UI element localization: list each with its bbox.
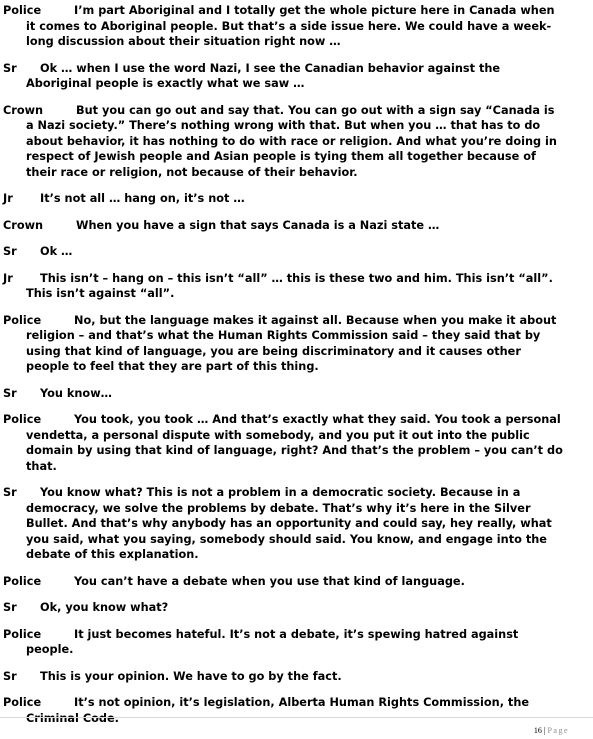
transcript (3, 3, 563, 737)
transcript-entry (3, 271, 563, 302)
utterance-text: It’s not opinion, it’s legislation, Alberta Human Rights Commission, the Criminal Code. (26, 696, 530, 725)
utterance-text: No, but the language makes it against all. Because when you make it about religion – and that’s what the Human Rights Commission said – they said that by using that kind of language, you are being discriminatory and it causes other people to feel that they are part of this thing. (26, 313, 557, 373)
transcript-entry (3, 695, 563, 726)
footer-rule (0, 717, 593, 718)
speaker-label: Police (3, 413, 42, 426)
utterance-text: Ok, you know what? (40, 601, 169, 614)
page-footer (534, 726, 569, 735)
speaker-label: Police (3, 313, 42, 327)
utterance-text: You know what? This is not a problem in a democratic society. Because in a democracy, we solve the problems by debate. That’s why it’s here in the Silver Bullet. And that’s why anybody has an opportunity and could say, hey really, what you said, what you saying, somebody should said. You know, and engage into the debate of this explanation. (26, 486, 552, 561)
utterance-text: When you have a sign that says Canada is a Nazi state … (76, 218, 440, 232)
utterance-text: I’m part Aboriginal and I totally get the whole picture here in Canada when it comes to Aboriginal people. But that’s a side issue here. We could have a week-long discussion about their situation right now … (26, 4, 555, 48)
transcript-entry (3, 600, 563, 616)
speaker-label: Sr (3, 486, 17, 499)
speaker-label: Jr (3, 271, 13, 285)
page-label: Page (547, 726, 569, 735)
speaker-label: Sr (3, 386, 17, 400)
footer-separator: | (543, 726, 546, 735)
transcript-entry (3, 574, 563, 590)
transcript-entry (3, 103, 563, 181)
transcript-entry (3, 386, 563, 402)
transcript-entry (3, 412, 563, 474)
transcript-entry (3, 191, 563, 207)
speaker-label: Sr (3, 669, 17, 683)
utterance-text: You can’t have a debate when you use that kind of language. (74, 574, 465, 588)
speaker-label: Jr (3, 192, 13, 205)
transcript-entry (3, 3, 563, 50)
utterance-text: It’s not all … hang on, it’s not … (40, 192, 245, 205)
page-number: 16 (533, 726, 542, 735)
utterance-text: This is your opinion. We have to go by the fact. (40, 669, 342, 683)
transcript-entry (3, 244, 563, 260)
speaker-label: Crown (3, 218, 44, 232)
speaker-label: Crown (3, 103, 44, 117)
speaker-label: Police (3, 696, 42, 709)
utterance-text: It just becomes hateful. It’s not a debate, it’s spewing hatred against people. (26, 627, 519, 656)
utterance-text: You took, you took … And that’s exactly what they said. You took a personal vendetta, a personal dispute with somebody, and you put it out into the public domain by using that kind of language, right? And that’s the problem – you can’t do that. (26, 413, 563, 473)
transcript-entry (3, 627, 563, 658)
speaker-label: Sr (3, 245, 17, 258)
transcript-entry (3, 218, 563, 234)
utterance-text: But you can go out and say that. You can go out with a sign say “Canada is a Nazi society.” There’s nothing wrong with that. But when you … that has to do about behavior, it has nothing to do with race or religion. And what you’re doing in respect of Jewish people and Asian people is tying them all together because of their race or religion, not because of their behavior. (26, 103, 557, 179)
speaker-label: Police (3, 627, 42, 641)
speaker-label: Police (3, 4, 42, 17)
transcript-entry (3, 61, 563, 92)
speaker-label: Sr (3, 601, 17, 614)
speaker-label: Sr (3, 61, 17, 75)
transcript-entry (3, 313, 563, 375)
speaker-label: Police (3, 574, 42, 588)
utterance-text: Ok … when I use the word Nazi, I see the Canadian behavior against the Aboriginal people is exactly what we saw … (26, 61, 501, 90)
utterance-text: This isn’t – hang on – this isn’t “all” … this is these two and him. This isn’t “all”. This isn’t against “all”. (26, 271, 553, 300)
utterance-text: Ok … (40, 245, 73, 258)
utterance-text: You know… (40, 386, 112, 400)
transcript-entry (3, 485, 563, 563)
transcript-entry (3, 669, 563, 685)
